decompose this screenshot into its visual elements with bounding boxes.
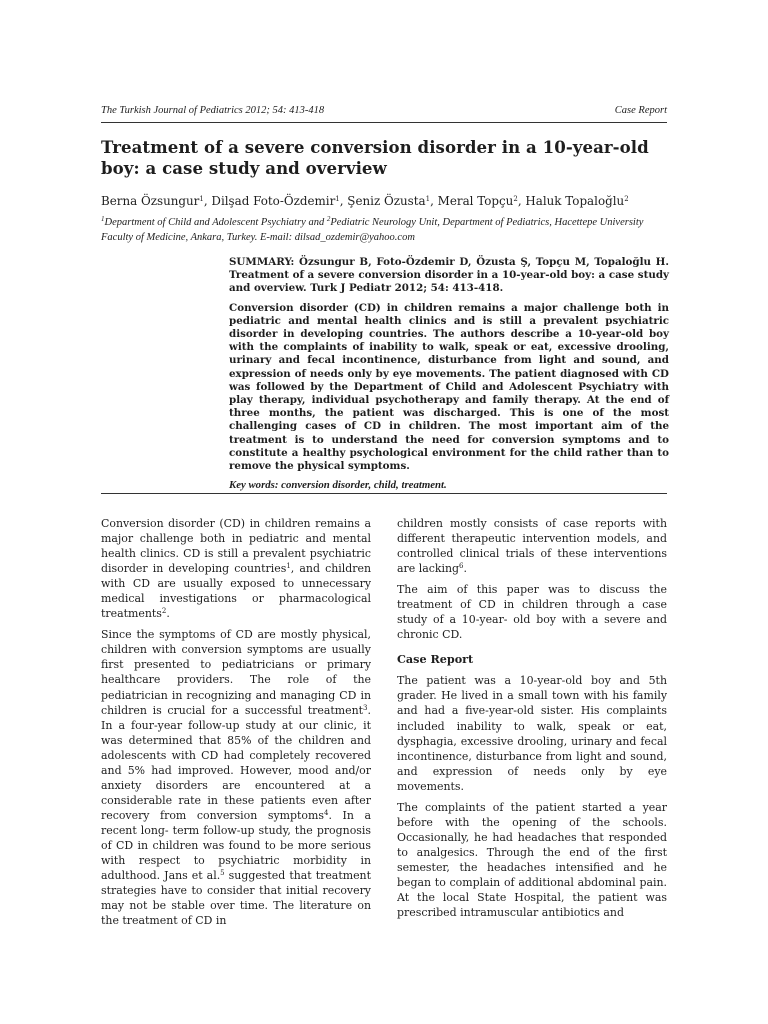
reference-marker: 2 (161, 607, 167, 616)
affiliation-marker: 1 (101, 215, 105, 223)
affiliation-marker: 2 (326, 215, 331, 223)
affiliation-text: Pediatric Neurology Unit, Department of Pediatrics, Hacettepe University Faculty of Medicine, Ankara, Turkey. E-mail: dilsad_ozdemir@yahoo.com (101, 217, 644, 243)
author-name: Haluk Topaloğlu (525, 194, 625, 208)
author-name: Dilşad Foto-Özdemir (211, 194, 336, 208)
author-name: Meral Topçu (437, 194, 514, 208)
reference-marker: 3 (363, 703, 368, 712)
affiliation (101, 216, 671, 245)
section-heading: Case Report (397, 652, 474, 667)
reference-marker: 1 (286, 562, 291, 571)
article-type: Case Report (614, 105, 667, 116)
reference-marker: 6 (459, 562, 464, 571)
body-paragraph: children mostly consists of case reports with different therapeutic intervention models, and controlled clinical trials of these interventions are lacking$^6$. (397, 517, 667, 576)
body-paragraph: Conversion disorder (CD) in children remains a major challenge both in pediatric and mental health clinics. CD is still a prevalent psychiatric disorder in developing countries$^1$, and children with CD are usually exposed to unnecessary medical investigations or pharmacological treatments$^2$. (101, 517, 371, 621)
keywords: Key words: conversion disorder, child, treatment. (229, 479, 447, 492)
running-head (101, 104, 667, 118)
author-name: Şeniz Özusta (347, 194, 426, 208)
body-paragraph: The aim of this paper was to discuss the treatment of CD in children through a case study of a 10-year- old boy with a severe and chronic CD. (397, 583, 667, 642)
body-paragraph: Since the symptoms of CD are mostly physical, children with conversion symptoms are usually first presented to pediatricians or primary healthcare providers. The role of the pediatrician in recognizing and managing CD in children is crucial for a successful treatment$^3$. In a four-year follow-up study at our clinic, it was determined that 85% of the children and adolescents with CD had completely recovered and 5% had improved. However, mood and/or anxiety disorders are encountered at a considerable rate in these patients even after recovery from conversion symptoms$^4$. In a recent long- term follow-up study, the prognosis of CD in children was found to be more serious with respect to psychiatric morbidity in adulthood. Jans et al.$^5$ suggested that treatment strategies have to consider that initial recovery may not be stable over time. The literature on the treatment of CD in (101, 628, 371, 928)
author-affiliation-marker: 1 (199, 195, 204, 203)
author-affiliation-marker: 1 (425, 195, 431, 203)
body-column-right (397, 516, 667, 936)
author-affiliation-marker: 2 (513, 195, 518, 203)
body-paragraph: The patient was a 10-year-old boy and 5th grader. He lived in a small town with his family and had a five-year-old sister. His complaints included inability to walk, speak or eat, dysphagia, excessive drooling, urinary and fecal incontinence, disturbance from light and sound, and expression of needs only by eye movements. (397, 674, 667, 793)
abstract-block (229, 256, 669, 498)
body-column-left (101, 516, 371, 936)
author-name: Berna Özsungur (101, 194, 200, 208)
author-affiliation-marker: 2 (624, 195, 629, 203)
abstract-divider (101, 493, 667, 494)
author-affiliation-marker: 1 (335, 195, 340, 203)
author-list: Berna Özsungur$^1$, Dilşad Foto-Özdemir$^1$, Şeniz Özusta$^1$, Meral Topçu$^2$, Haluk Topaloğlu$^2$ (101, 194, 629, 208)
reference-marker: 5 (220, 869, 225, 878)
reference-marker: 4 (323, 808, 329, 817)
abstract-text: Conversion disorder (CD) in children remains a major challenge both in pediatric and mental health clinics and is still a prevalent psychiatric disorder in developing countries. The authors describe a 10-year-old boy with the complaints of inability to walk, speak or eat, excessive drooling, urinary and fecal incontinence, disturbance from light and sound, and expression of needs only by eye movements. The patient diagnosed with CD was followed by the Department of Child and Adolescent Psychiatry with play therapy, individual psychotherapy and family therapy. At the end of three months, the patient was discharged. This is one of the most challenging cases of CD in children. The most important aim of the treatment is to understand the need for conversion symptoms and to constitute a healthy psychological environment for the child rather than to remove the physical symptoms. (229, 301, 669, 473)
journal-citation: The Turkish Journal of Pediatrics 2012; 54: 413-418 (101, 105, 325, 116)
summary-citation: SUMMARY: Özsungur B, Foto-Özdemir D, Özusta Ş, Topçu M, Topaloğlu H. Treatment of a severe conversion disorder in a 10-year-old boy: a case study and overview. Turk J Pediatr 2012; 54: 413-418. (229, 256, 669, 295)
header-divider (101, 122, 667, 123)
body-paragraph: The complaints of the patient started a year before with the opening of the schools. Occasionally, he had headaches that responded to analgesics. Through the end of the first semester, the headaches intensified and he began to complain of additional abdominal pain. At the local State Hospital, the patient was prescribed intramuscular antibiotics and (397, 800, 667, 920)
article-title: Treatment of a severe conversion disorder in a 10-year-old boy: a case study and overview (101, 137, 649, 178)
affiliation-text: Department of Child and Adolescent Psychiatry and (104, 217, 327, 228)
